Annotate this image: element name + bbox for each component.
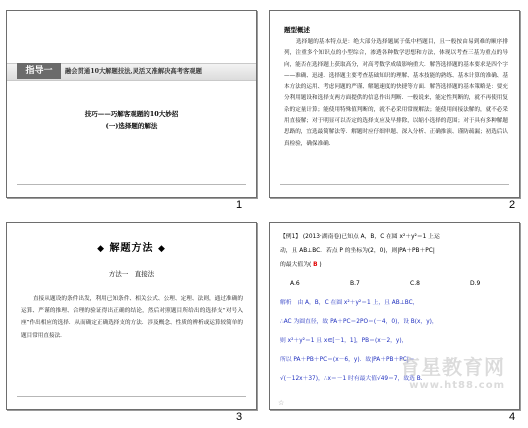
method-title-text: 解题方法 [109,243,154,254]
slide-heading: 融会贯通10大解题技法,灵活又准解决高考客观题 [65,68,202,75]
solution-line-5: √(－12x＋37)，∴x＝－1 时有最大值√49＝7，故选 B． [280,376,427,382]
solution-line-4: 所以 PA＋PB＋PC＝(x－6，y)．故|PA＋PB＋PC|＝ [280,357,415,363]
option-c: C.8 [410,280,420,287]
page-number: 4 [509,411,516,423]
solution-line-1: 解析 由 A，B，C 在圆 x²＋y²＝1 上，且 AB⊥BC， [280,300,419,306]
slide-title: 技巧——巧解客观题的10大妙招 [84,110,179,118]
option-a: A.6 [290,280,300,287]
section-heading: 题型概述 [284,26,310,34]
footer-rule [280,184,509,185]
slide-3[interactable] [6,222,257,410]
example-line-1: 【例1】 (2013·湖南卷)已知点 A，B，C 在圆 x²＋y²＝1 上运 [280,234,440,240]
example-line-3-close: ) [319,262,322,268]
slide-subtitle: (一)选择题的解法 [105,122,158,130]
diamond-icon: ◆ [157,244,166,254]
page-number: 3 [236,411,243,423]
method-paragraph: 直接从题设的条件出发，利用已知条件、相关公式、公理、定理、法则，通过准确的运算、严谨的推理、合理的验证得出正确的结论，然后对照题目所给出的选择支“对号入座”作出相应的选择．从而确定正确选择支的方法．涉及概念、性质的辨析或运算较简单的题目常用直接法． [21,296,243,339]
solution-line-2: ∴AC 为圆直径，故 PA＋PC＝2PO＝(－4，0)，设 B(x，y)， [280,319,438,325]
page-number: 1 [236,199,243,211]
solution-line-3: 则 x²＋y²＝1 且 x∈[－1，1]，PB＝(x－2，y)， [280,338,408,344]
option-b: B.7 [350,280,360,287]
star-icon: ☆ [278,399,285,407]
diamond-icon: ◆ [97,244,106,254]
example-line-3 [280,259,322,268]
guide-tag: 指导一 [17,63,61,79]
method-title [7,239,256,254]
page-number: 2 [509,199,516,211]
slide-2[interactable] [269,10,520,198]
watermark-logo: 育星教育网 [400,355,505,379]
method-subtitle: 方法一 直接法 [108,270,155,278]
example-line-3-text: 的最大值为( [280,262,312,268]
watermark-url: www.ht88.com [409,380,505,391]
answer-mark: B [313,262,318,268]
option-d: D.9 [470,280,481,287]
footer-rule [17,184,246,185]
slide-4[interactable] [269,222,520,410]
slide-1[interactable] [6,10,257,198]
footer-rule [17,396,246,397]
example-line-2: 动，且 AB⊥BC．若点 P 的坐标为(2，0)，则|PA＋PB＋PC| [280,248,435,254]
overview-paragraph: 选择题的基本特点是：绝大部分选择题属于低中档题目，且一般按由易到难的顺序排列，注重多个知识点的小型综合，渗透各种数学思想和方法，体现以考查三基为重点的导向，能否在选择题上获取高分，对高考数学成绩影响重大．解答选择题的基本要求是四个字——准确、迅速．选择题主要考查基础知识的理解、基本技能的熟练、基本计算的准确、基本方法的运用、考虑问题的严谨、解题速度的快捷等方面．解答选择题的基本策略是：要充分利用题设和选择支两方面提供的信息作出判断．一般说来，能定性判断的，就不再使用复杂的定量计算；能使用特殊值判断的，就不必采用常规解法；能使用间接法解的，就不必采用直接解；对于明显可以否定的选择支应及早排除，以缩小选择的范围；对于具有多种解题思路的，宜选最简解法等．解题时应仔细审题、深入分析、正确推演、谨防疏漏；初选后认真检验，确保准确． [284,39,508,147]
